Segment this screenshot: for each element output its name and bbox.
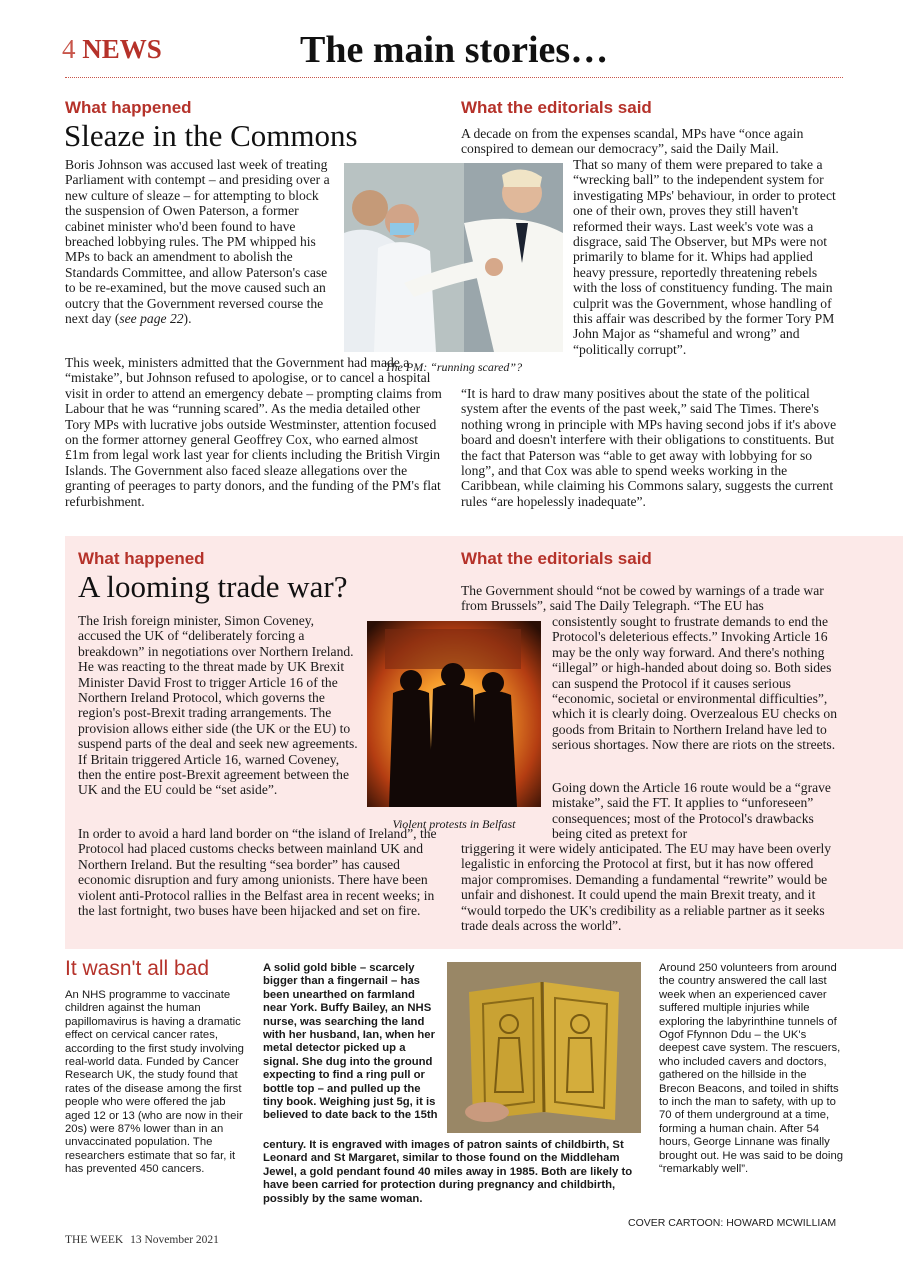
page-reference: see page 22 — [119, 311, 184, 327]
page-title: The main stories… — [300, 29, 609, 71]
story1-paragraph-2: This week, ministers admitted that the Government had made a “mistake”, but Johnson refused to apologise, or to cancel a hospital visit in order to attend an emergency debate – prompting claims from Labour that he was “running scared”. As the media detailed other Tory MPs with lucrative jobs outside Westminster, attention focused on the former attorney general Geoffrey Cox, who earned almost £1m from legal work last year for clients including the British Virgin Islands. The Government also faced sleaze allegations over the granting of peerages to party donors, and the funding of the PM's flat refurbishment. — [65, 355, 442, 509]
good-news-heading: It wasn't all bad — [65, 957, 210, 980]
cave-rescue-item: Around 250 volunteers from around the country answered the call last week when an experienced caver suffered multiple injuries while exploring the labyrinthine tunnels of Ogof Ffynnon Ddu – the UK's deepest cave system. The rescuers, who included cavers and doctors, gathered on the hillside in the Brecon Beacons, and toiled in shifts to inch the man to safety, with up to 70 of them underground at a time, forming a human chain. After 54 hours, George Linnane was finally brought out. He was said to be doing “remarkably well”. — [659, 962, 844, 1176]
belfast-photo-illustration — [367, 621, 541, 807]
story2-editorial-2a: Going down the Article 16 route would be a “grave mistake”, said the FT. It applies to “unforeseen” consequences; most of the Protocol's drawbacks being cited as pretext for — [552, 780, 831, 842]
story1-paragraph-1: Boris Johnson was accused last week of treating Parliament with contempt – and presiding over a new culture of sleaze – for attempting to block the suspension of Owen Paterson, a former cabinet minister who'd been found to have breached lobbying rules. The PM whipped his MPs to back an amendment to abolish the Standards Committee, and allow Paterson's case to be re-examined, but the move caused such an outcry that the Government reversed course the next day (see page 22). — [65, 157, 330, 327]
gold-bible-illustration — [447, 962, 641, 1133]
story2-editorial-1: consistently sought to frustrate demands to end the Protocol's deleterious effects.” Invoking Article 16 may be the only way forward. And there's nothing “illegal” or high-handed about doing so. Both sides can suspend the Protocol if it causes serious “economic, societal or environmental difficulties”, which it is clearly doing. Overzealous EU checks on goods from Britain to Northern Ireland have led to serious shortages. Now there are riots on the streets. — [552, 614, 838, 753]
section-number: 4 — [62, 34, 76, 64]
story2-headline: A looming trade war? — [78, 569, 348, 604]
section-label — [62, 34, 162, 65]
belfast-photo — [367, 621, 541, 807]
story2-editorial-intro: The Government should “not be cowed by warnings of a trade war from Brussels”, said The Daily Telegraph. “The EU has — [461, 583, 824, 614]
story2-editorial-2b: triggering it were widely anticipated. The EU may have been overly legalistic in enforcing the Protocol at first, but it has now offered major compromises. Demanding a fundamental “rewrite” would be unfair and dishonest. It could upend the main Brexit treaty, and it “would torpedo the UK's credibility as a reliable partner as it seeks trade deals across the world”. — [461, 841, 832, 934]
story1-editorial-1: That so many of them were prepared to take a “wrecking ball” to the independent system for investigating MPs' behaviour, in order to protect one of their own, proves they still haven't reformed their ways. Last week's vote was a disgrace, said The Observer, but MPs were not primarily to blame for it. Whips had applied heavy pressure, reportedly threatening rebels with the loss of constituency funding. The main culprit was the Government, whose handling of this affair was described by the former Tory PM John Major as “shameful and wrong” and “politically corrupt”. — [573, 157, 836, 357]
story2-editorials-kicker: What the editorials said — [461, 549, 652, 568]
gold-bible-item-b: century. It is engraved with images of patron saints of childbirth, St Leonard and St Margaret, similar to those found on the Middleham Jewel, a gold pendant found 40 miles away in 1985. Both are likely to have been carried for protection during pregnancy and childbirth, possibly by the same woman. — [263, 1139, 633, 1205]
story1-kicker: What happened — [65, 98, 192, 117]
cover-credit: COVER CARTOON: HOWARD MCWILLIAM — [628, 1217, 837, 1229]
gold-bible-item-a: A solid gold bible – scarcely bigger than a fingernail – has been unearthed on farmland near York. Buffy Bailey, an NHS nurse, was searching the land with her husband, Ian, when her metal detector picked up a signal. She dug into the ground expecting to find a ring pull or bottle top – and pulled up the tiny book. Weighing just 5g, it is believed to date back to the 15th — [263, 962, 438, 1122]
story2-kicker: What happened — [78, 549, 205, 568]
header-divider — [65, 77, 843, 78]
story1-editorial-intro: A decade on from the expenses scandal, MPs have “once again conspired to demean our democracy”, said the Daily Mail. — [461, 126, 804, 157]
story1-editorial-2: “It is hard to draw many positives about the state of the political system after the events of the past week,” said The Times. There's nothing wrong in principle with MPs having second jobs if it's above board and doesn't interfere with their obligations to constituents. But the fact that Paterson was “able to get away with lobbying for so long”, and that Cox was able to spend weeks working in the Caribbean, while claiming his Commons salary, suggests the current rules “are hopelessly inadequate”. — [461, 386, 837, 509]
gold-bible-photo — [447, 962, 641, 1133]
footer-publication — [65, 1234, 219, 1246]
belfast-photo-caption: Violent protests in Belfast — [392, 817, 516, 831]
pm-photo — [344, 163, 563, 352]
publication-date: 13 November 2021 — [130, 1234, 219, 1246]
story2-paragraph-1: The Irish foreign minister, Simon Coveney, accused the UK of “deliberately forcing a breakdown” in negotiations over Northern Ireland. He was reacting to the threat made by UK Brexit Minister David Frost to trigger Article 16 of the Northern Ireland Protocol, which governs the region's post-Brexit trading arrangements. The provision allows either side (the UK or the EU) to suspend parts of the deal and seek new agreements. If Britain triggered Article 16, warned Coveney, then the entire post-Brexit agreement between the UK and the EU could be “set aside”. — [78, 613, 358, 798]
pm-photo-caption: The PM: “running scared”? — [384, 360, 523, 374]
story1-editorials-kicker: What the editorials said — [461, 98, 652, 117]
story1-headline: Sleaze in the Commons — [64, 118, 358, 153]
hpv-vaccine-item: An NHS programme to vaccinate children against the human papillomavirus is having a dramatic effect on cervical cancer rates, according to the first study involving real-world data. Funded by Cancer Research UK, the study found that rates of the disease among the first people who were offered the jab aged 12 or 13 (who are now in their 20s) were 87% lower than in an unvaccinated population. The researchers estimate that so far, it has prevented 450 cancers. — [65, 989, 244, 1176]
publication-name: THE WEEK — [65, 1234, 124, 1246]
story2-paragraph-2: In order to avoid a hard land border on “the island of Ireland”, the Protocol had placed customs checks between mainland UK and Northern Ireland. But the resulting “sea border” has caused economic disruption and fury among unionists. There have been violent anti-Protocol rallies in the Belfast area in recent weeks; in the last fortnight, two buses have been hijacked and set on fire. — [78, 826, 437, 919]
section-name: NEWS — [82, 34, 162, 64]
pm-photo-illustration — [344, 163, 563, 352]
